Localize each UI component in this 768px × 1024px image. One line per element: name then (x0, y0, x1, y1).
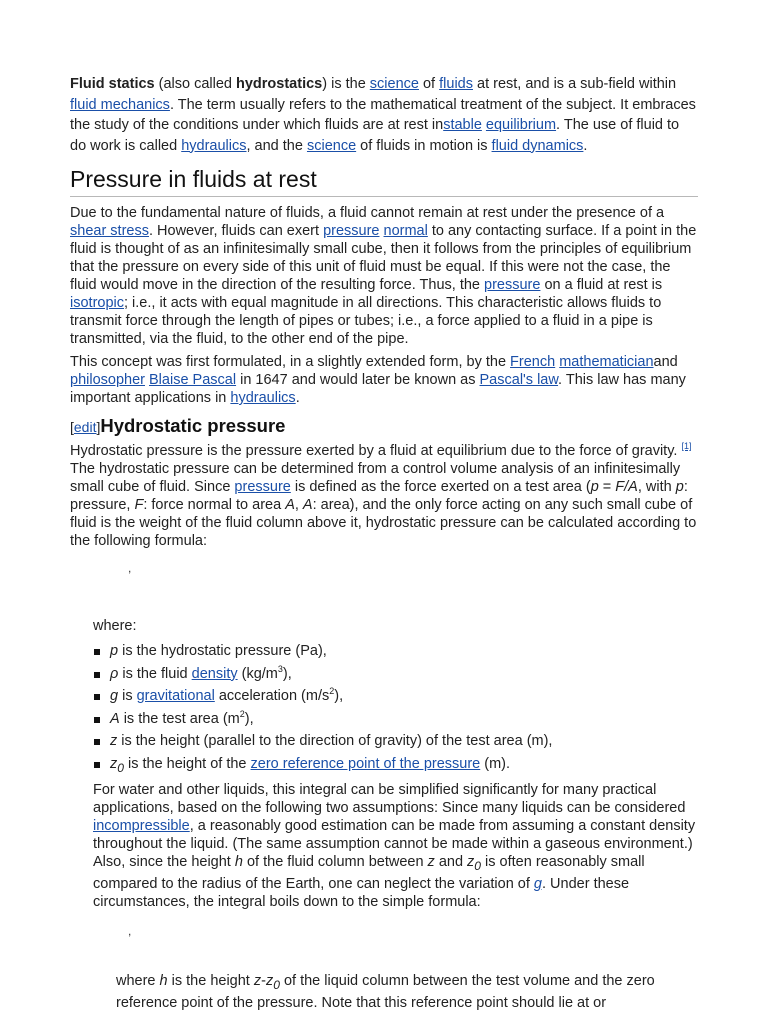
bullet-icon (94, 649, 100, 655)
where-h-paragraph (116, 972, 698, 1012)
text: to any contacting surface. If a point in the fluid is thought of as an infinitesimally small cube, then it follows from the principles of equilibrium that the pressure on every side of this unit of fluid must be equal. If this were not the case, the fluid would move in the direction of the resulting force. Thus, the (70, 223, 697, 293)
text: - (261, 972, 266, 989)
var-h: h (159, 972, 168, 989)
link-gravitational[interactable]: gravitational (136, 688, 215, 704)
subscript: 0 (474, 858, 482, 873)
text: of (418, 76, 440, 92)
formula-placeholder-2 (93, 922, 698, 972)
bullet-icon (94, 694, 100, 700)
text: For water and other liquids, this integral can be simplified significantly for many practical applications, based on the following two assumptions: Since many liquids can be considered (93, 781, 686, 816)
link-mathematician[interactable]: mathematician (559, 354, 654, 370)
edit-section (70, 419, 100, 435)
text: and (434, 853, 468, 870)
text: (m). (480, 755, 511, 772)
var-symbol: g (110, 688, 119, 704)
text: ; i.e., it acts with equal magnitude in all directions. This characteristic allows fluids to transmit force through the length of pipes or tubes; i.e., a force applied to a fluid in a pipe is transmitted, via the fluid, to the other end of the pipe. (70, 295, 662, 347)
link-pressure-3[interactable]: pressure (234, 479, 291, 495)
var-a: A (285, 497, 295, 513)
list-item-a (93, 708, 698, 731)
list-item-rho (93, 663, 698, 686)
link-pressure[interactable]: pressure (323, 223, 380, 239)
text: = (598, 479, 616, 495)
water-paragraph (93, 781, 698, 911)
var-symbol: p (110, 643, 119, 659)
pascal-paragraph (70, 353, 698, 407)
text: is the height of the (123, 755, 251, 772)
text: . (583, 137, 588, 154)
var-fa: F/A (615, 479, 638, 495)
bullet-icon (94, 717, 100, 723)
text: : pressure, (70, 479, 688, 513)
text: of the fluid column between (242, 853, 428, 870)
variables-block (93, 617, 698, 1012)
link-science[interactable]: science (369, 76, 419, 92)
text: . (295, 390, 300, 406)
text: Hydrostatic pressure is the pressure exerted by a fluid at equilibrium due to the force of gravity. (70, 443, 678, 459)
subscript: 0 (273, 977, 280, 992)
text: is (118, 688, 137, 704)
formula-comma: , (128, 923, 132, 938)
intro-paragraph (70, 74, 698, 156)
link-incompressible[interactable]: incompressible (93, 817, 190, 834)
text: where (116, 972, 160, 989)
link-equilibrium[interactable]: equilibrium (485, 117, 557, 133)
list-item-p (93, 640, 698, 663)
link-fluid-mechanics[interactable]: fluid mechanics (70, 96, 170, 113)
var-h: h (234, 853, 243, 870)
link-density[interactable]: density (191, 665, 238, 682)
text: , a reasonably good estimation can be made from assuming a constant density throughout the liquid. (The same assumption cannot be made within a gaseous environment.) Also, since the height (93, 817, 696, 870)
text: . Under these circumstances, the integral boils down to the simple formula: (93, 875, 630, 910)
var-a: A (302, 497, 313, 513)
text: : area), and the only force acting on any such small cube of fluid is the weight of the fluid column above it, hydrostatic pressure can be calculated according to the following formula: (70, 497, 697, 549)
text: : force normal to area (143, 497, 286, 513)
text: ), (334, 688, 344, 704)
text: ) is the (322, 76, 370, 92)
text: is the test area (m (119, 710, 240, 727)
term-fluid-statics: Fluid statics (70, 76, 155, 92)
text: , (294, 497, 303, 513)
var-z0: z (467, 853, 475, 870)
link-philosopher[interactable]: philosopher (70, 372, 145, 388)
link-g[interactable]: g (533, 875, 542, 892)
list-item-z (93, 730, 698, 753)
text: . The term usually refers to the mathematical treatment of the subject. It embraces the study of the conditions under which fluids are at rest in (70, 96, 696, 133)
link-blaise-pascal[interactable]: Blaise Pascal (149, 372, 237, 388)
formula-placeholder (70, 559, 698, 599)
var-symbol: z (110, 733, 118, 749)
text: . However, fluids can exert (148, 223, 324, 239)
link-hydraulics[interactable]: hydraulics (181, 137, 247, 154)
bullet-icon (94, 672, 100, 678)
superscript: 2 (239, 708, 245, 719)
text: (also called (154, 76, 237, 92)
var-z: z (253, 972, 262, 989)
text: (kg/m (237, 665, 278, 682)
hydrostatic-paragraph (70, 442, 698, 550)
text: is defined as the force exerted on a test area ( (290, 479, 591, 495)
text: is the height (167, 972, 254, 989)
bullet-icon (94, 762, 100, 768)
formula-comma: , (128, 561, 132, 575)
text: , with (637, 479, 676, 495)
link-pressure-2[interactable]: pressure (484, 277, 541, 293)
text: ), (282, 665, 292, 682)
list-item-g (93, 685, 698, 708)
var-z: z (427, 853, 435, 870)
text: The hydrostatic pressure can be determined from a control volume analysis of an infinitesimally small cube of fluid. Since (70, 461, 681, 495)
footnote-link[interactable]: [1] (681, 441, 692, 452)
edit-link[interactable]: edit (73, 419, 97, 435)
var-symbol: z (110, 755, 118, 772)
text: is the fluid (118, 665, 192, 682)
bullet-icon (94, 739, 100, 745)
link-french[interactable]: French (510, 354, 556, 370)
var-symbol: ρ (110, 665, 119, 682)
link-fluid-dynamics[interactable]: fluid dynamics (491, 137, 584, 154)
pressure-paragraph (70, 204, 698, 348)
text: acceleration (m/s (214, 688, 330, 704)
link-pascals-law[interactable]: Pascal's law (479, 372, 559, 388)
var-f: F (134, 497, 144, 513)
link-shear-stress[interactable]: shear stress (70, 223, 149, 239)
variable-list (93, 640, 698, 779)
section-title: Hydrostatic pressure (100, 415, 286, 436)
superscript: 3 (277, 663, 283, 674)
section-heading-pressure: Pressure in fluids at rest (70, 165, 698, 197)
text: and (653, 354, 678, 370)
article (70, 74, 698, 1012)
var-p: p (675, 479, 684, 495)
text: in 1647 and would later be known as (236, 372, 480, 388)
text: of fluids in motion is (356, 137, 492, 154)
text: of the liquid column between the test volume and the zero reference point of the pressure. Note that this reference point should lie at or (116, 972, 655, 1011)
edit-bracket-open: [ (70, 419, 74, 435)
text: This concept was first formulated, in a slightly extended form, by the (70, 354, 511, 370)
text: ), (244, 710, 254, 727)
link-isotropic[interactable]: isotropic (70, 295, 124, 311)
text: . The use of fluid to do work is called (70, 117, 680, 154)
edit-bracket-close: ] (96, 419, 101, 435)
link-hydraulics-2[interactable]: hydraulics (230, 390, 296, 406)
term-hydrostatics: hydrostatics (236, 76, 323, 92)
where-label: where: (93, 618, 137, 634)
var-z0: z (265, 972, 274, 989)
superscript: 2 (329, 686, 335, 697)
text: on a fluid at rest is (540, 277, 663, 293)
list-item-z0 (93, 753, 698, 779)
text: , and the (246, 137, 307, 154)
link-zero-reference[interactable]: zero reference point of the pressure (250, 755, 481, 772)
subscript: 0 (117, 760, 124, 775)
text: . This law has many important applications in (70, 372, 686, 406)
link-normal[interactable]: normal (383, 223, 428, 239)
link-science-2[interactable]: science (306, 137, 357, 154)
text: is the hydrostatic pressure (Pa), (118, 643, 327, 659)
text: Due to the fundamental nature of fluids, a fluid cannot remain at rest under the presence of a (70, 205, 665, 221)
var-p: p (590, 479, 599, 495)
text: at rest, and is a sub-field within (472, 76, 677, 92)
text: is the height (parallel to the direction of gravity) of the test area (m), (117, 733, 553, 749)
text: is often reasonably small compared to the radius of the Earth, one can neglect the variation of (93, 853, 645, 892)
link-stable[interactable]: stable (443, 117, 482, 133)
var-symbol: A (110, 710, 120, 727)
link-fluids[interactable]: fluids (439, 76, 473, 92)
section-heading-hydrostatic (70, 415, 698, 438)
